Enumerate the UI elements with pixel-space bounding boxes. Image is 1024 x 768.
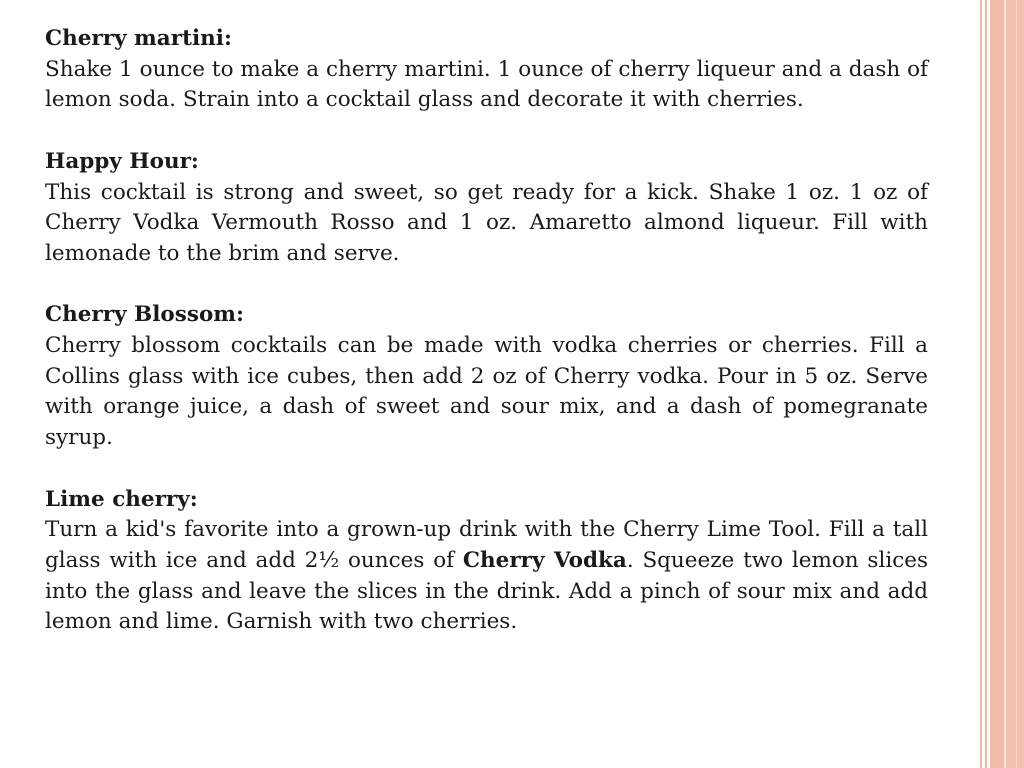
- recipe-body: [45, 515, 928, 638]
- recipe-title: Cherry martini:: [45, 26, 232, 51]
- recipe-cherry-blossom: [45, 300, 928, 454]
- recipe-body: This cocktail is strong and sweet, so get ready for a kick. Shake 1 oz. 1 oz of Cherry Vodka Vermouth Rosso and 1 oz. Amaretto almond liqueur. Fill with lemonade to the brim and serve.: [45, 179, 928, 266]
- slide-content: [45, 24, 928, 669]
- recipe-title: Happy Hour:: [45, 148, 199, 174]
- decorative-stripe: [985, 0, 987, 768]
- recipe-cherry-martini: [45, 24, 928, 116]
- recipe-title: Lime cherry:: [45, 486, 198, 512]
- recipe-body-bold: Cherry Vodka: [462, 547, 627, 573]
- recipe-happy-hour: [45, 147, 928, 270]
- decorative-stripe: [1006, 0, 1024, 768]
- recipe-body-text: Turn a kid's favorite into a grown-up drink with the Cherry Lime Tool. Fill a tall glass with ice and add 2½ ounces of: [45, 517, 928, 573]
- recipe-body-text: . Squeeze two lemon slices into the glass and leave the slices in the drink. Add a pinch of sour mix and add lemon and lime. Garnish with two cherries.: [45, 547, 928, 635]
- recipe-lime-cherry: [45, 485, 928, 639]
- decorative-stripe: [990, 0, 1004, 768]
- recipe-body: Cherry blossom cocktails can be made with vodka cherries or cherries. Fill a Collins glass with ice cubes, then add 2 oz of Cherry vodka. Pour in 5 oz. Serve with orange juice, a dash of sweet and sour mix, and a dash of pomegranate syrup.: [45, 333, 928, 451]
- recipe-title: Cherry Blossom:: [45, 302, 244, 328]
- recipe-body: Shake 1 ounce to make a cherry martini. 1 ounce of cherry liqueur and a dash of lemon soda. Strain into a cocktail glass and decorate it with cherries.: [45, 56, 928, 113]
- decorative-stripe: [980, 0, 982, 768]
- decorative-stripe: [1016, 0, 1017, 768]
